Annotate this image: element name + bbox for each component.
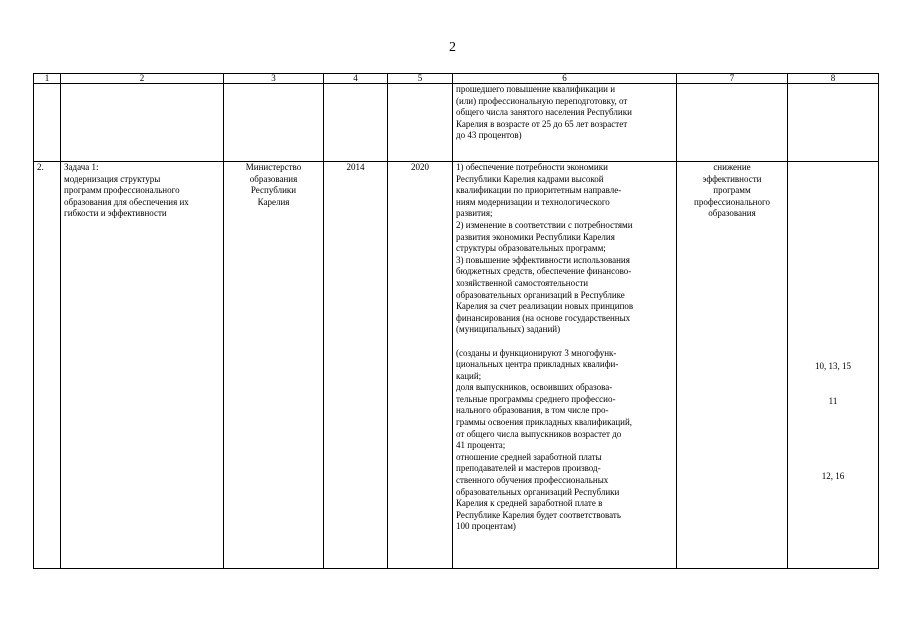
text-line: развития; (456, 208, 493, 219)
text-line: образовательных организаций в Республике (456, 289, 625, 300)
text-line: Республики Карелия кадрами высокой (456, 173, 604, 184)
text-line: программ профессионального (64, 185, 180, 196)
column-number: 5 (388, 74, 453, 84)
page-number: 2 (449, 40, 456, 55)
table-cell (324, 84, 388, 162)
text-line: Республики (250, 185, 297, 196)
table-row-continued (34, 84, 879, 162)
text-line: образовательных организаций Республики (456, 486, 620, 497)
column-number: 4 (324, 74, 388, 84)
text-line: эффективности (702, 173, 762, 184)
column-number: 6 (453, 74, 677, 84)
column-number: 8 (788, 74, 879, 84)
text-line: программ (713, 185, 751, 196)
text-line: прошедшего повышение квалификации и (456, 84, 616, 94)
indicator-ref: 10, 13, 15 (815, 361, 851, 371)
task-cell (61, 162, 224, 569)
text-line: бюджетных средств, обеспечение финансово- (456, 266, 632, 277)
column-number: 1 (34, 74, 61, 84)
text-line: квалификации по приоритетным направле- (456, 185, 622, 196)
table-cell (677, 84, 788, 162)
column-number-row (34, 74, 879, 84)
text-line: Карелия (257, 196, 290, 207)
end-year-cell: 2020 (388, 162, 453, 569)
table-cell (224, 84, 324, 162)
text-line: снижение (713, 162, 751, 172)
text-line: отношение средней заработной платы (456, 451, 602, 462)
table-cell (788, 84, 879, 162)
text-line: гибкости и эффективности (64, 208, 167, 219)
text-line: образования (708, 208, 756, 219)
text-line: хозяйственной самостоятельности (456, 277, 589, 288)
text-line: до 43 процентов) (456, 130, 522, 141)
text-line: ственного обучения профессиональных (456, 475, 609, 486)
text-line: структуры образовательных программ; (456, 243, 606, 254)
row-number-cell: 2. (34, 162, 61, 569)
text-line: 100 процентам) (456, 521, 516, 532)
column-number: 7 (677, 74, 788, 84)
text-line: развития экономики Республики Карелия (456, 231, 615, 242)
text-line: (муниципальных) заданий) (456, 324, 561, 335)
consequence-cell (677, 162, 788, 569)
indicator-ref: 12, 16 (821, 471, 845, 481)
table-row-task-1 (34, 162, 879, 569)
table-cell (388, 84, 453, 162)
text-line: Министерство (245, 162, 302, 172)
column-number: 3 (224, 74, 324, 84)
text-line: каций; (456, 370, 482, 381)
text-line: преподавателей и мастеров производ- (456, 463, 601, 474)
executor-cell (224, 162, 324, 569)
text-line: образования (249, 173, 298, 184)
text-line: финансирования (на основе государственных (456, 312, 631, 323)
indicator-ref: 11 (828, 396, 838, 406)
text-line: образования для обеспечения их (64, 196, 189, 207)
text-line: модернизация структуры (64, 173, 161, 184)
text-line: профессионального (694, 196, 770, 207)
text-line: граммы освоения прикладных квалификаций, (456, 417, 633, 428)
text-line: 41 процента; (456, 440, 506, 451)
text-line: тельные программы среднего профессио- (456, 393, 616, 404)
text-line: 1) обеспечение потребности экономики (456, 162, 608, 172)
spacer (456, 336, 673, 348)
text-line: 2) изменение в соответствии с потребностями (456, 219, 633, 230)
text-line: общего числа занятого населения Республики (456, 107, 632, 118)
indicator-ref-cell (788, 162, 879, 569)
text-line: Республике Карелия будет соответствовать (456, 509, 621, 520)
text-line: циональных центра прикладных квалифи- (456, 359, 619, 370)
text-line: Карелия к средней заработной плате в (456, 498, 603, 509)
text-line: Карелия в возрасте от 25 до 65 лет возрастет (456, 118, 628, 129)
table-cell (61, 84, 224, 162)
start-year-cell: 2014 (324, 162, 388, 569)
results-cell (453, 162, 677, 569)
continued-results-cell (453, 84, 677, 162)
text-line: от общего числа выпускников возрастет до (456, 428, 622, 439)
text-line: доля выпускников, освоивших образова- (456, 382, 613, 393)
column-number: 2 (61, 74, 224, 84)
text-line: 3) повышение эффективности использования (456, 254, 630, 265)
text-line: (или) профессиональную переподготовку, от (456, 95, 628, 106)
text-line: Карелия за счет реализации новых принципов (456, 301, 634, 312)
text-line: ниям модернизации и технологического (456, 196, 610, 207)
text-line: (созданы и функционируют 3 многофунк- (456, 347, 617, 358)
text-line: нального образования, в том числе про- (456, 405, 609, 416)
table-cell (34, 84, 61, 162)
text-line: Задача 1: (64, 162, 99, 172)
program-table (33, 73, 879, 569)
